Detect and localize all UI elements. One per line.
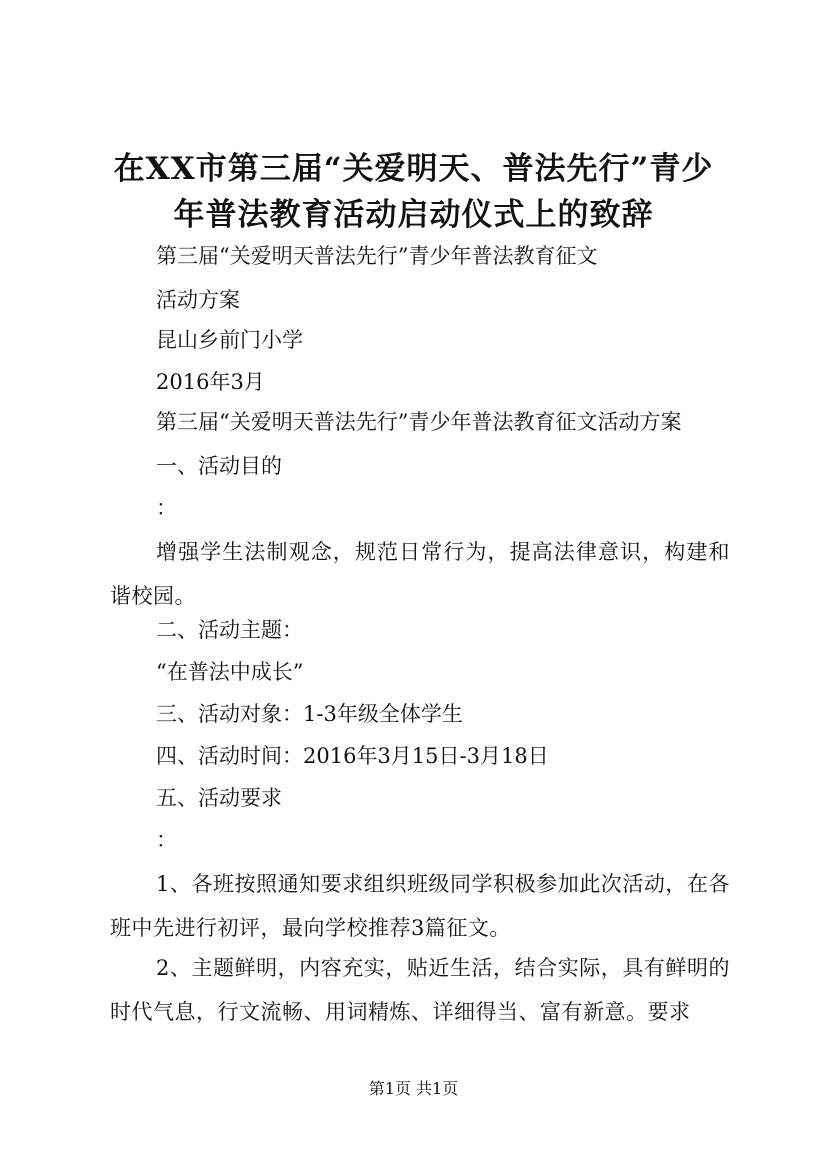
- section-heading: 三、活动对象：1-3年级全体学生: [156, 702, 463, 726]
- paragraph: 2、主题鲜明，内容充实，贴近生活，结合实际，具有鲜明的时代气息，行文流畅、用词精炼、详细得当、富有新意。要求: [110, 956, 730, 1024]
- paragraph: 增强学生法制观念，规范日常行为，提高法律意识，构建和谐校园。: [110, 540, 730, 608]
- paragraph: ：: [156, 496, 177, 520]
- page-footer: 第1页 共1页: [368, 1079, 459, 1098]
- section-heading: 五、活动要求: [156, 786, 282, 810]
- paragraph: “在普法中成长”: [156, 660, 304, 684]
- paragraph: ：: [156, 828, 177, 852]
- paragraph: 第三届“关爱明天普法先行”青少年普法教育征文活动方案: [156, 410, 682, 434]
- paragraph: 活动方案: [156, 288, 240, 312]
- section-heading: 四、活动时间：2016年3月15日-3月18日: [156, 744, 549, 768]
- paragraph: 第三届“关爱明天普法先行”青少年普法教育征文: [156, 244, 598, 268]
- section-heading: 二、活动主题：: [156, 618, 303, 642]
- paragraph: 昆山乡前门小学: [156, 328, 303, 352]
- paragraph: 1、各班按照通知要求组织班级同学积极参加此次活动，在各班中先进行初评，最向学校推荐3篇征文。: [110, 872, 730, 940]
- title-line-2: 年普法教育活动启动仪式上的致辞: [173, 197, 654, 233]
- section-heading: 一、活动目的: [156, 454, 282, 478]
- paragraph: 2016年3月: [156, 370, 265, 394]
- document-title: [90, 146, 737, 238]
- title-line-1: 在XX市第三届“关爱明天、普法先行”青少: [113, 151, 714, 187]
